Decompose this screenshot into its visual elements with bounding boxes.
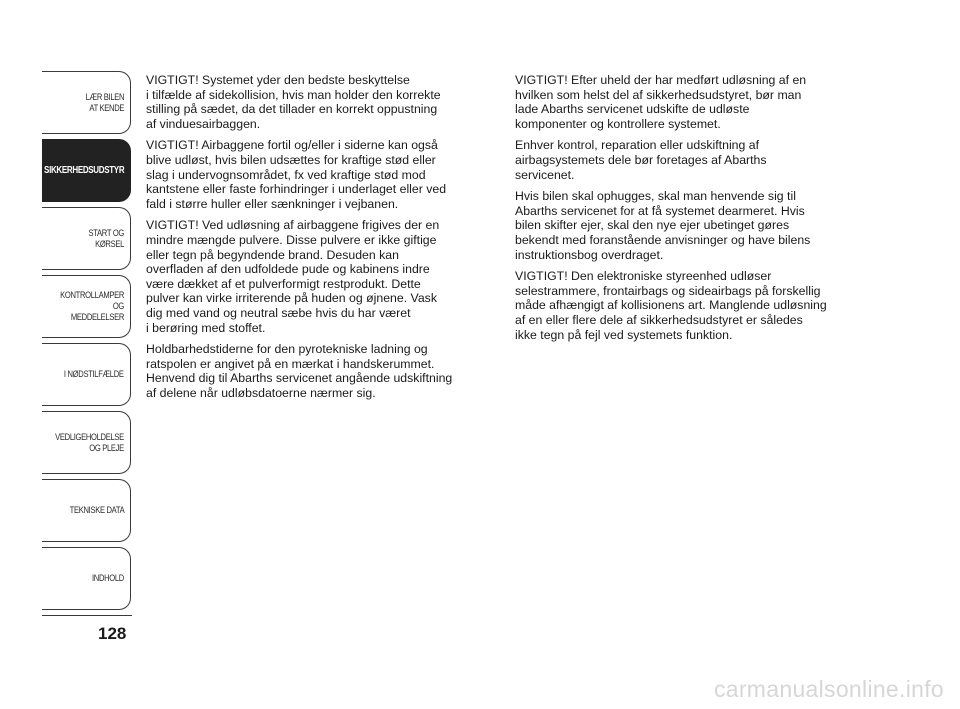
tab-i-nodstilfaelde[interactable] [42, 343, 131, 406]
tab-tekniske-data[interactable] [42, 479, 131, 542]
tab-label: KONTROLLAMPER OG MEDDELELSER [60, 290, 124, 323]
paragraph: VIGTIGT! Efter uheld der har medført udløsning af en hvilken som helst del af sikkerhedsudstyret, bør man lade Abarths servicenet udskifte de udløste komponenter og kontrollere systemet. [515, 73, 807, 131]
tab-label: VEDLIGEHOLDELSE OG PLEJE [55, 431, 124, 454]
paragraph: Holdbarhedstiderne for den pyrotekniske ladning og ratspolen er angivet på en mærkat i handskerummet. Henvend dig til Abarths servicenet angående udskiftning af delene når udløbsdatoerne nærmer sig. [146, 342, 453, 400]
tab-kontrollamper-og-meddelelser[interactable] [42, 275, 131, 338]
page-number: 128 [98, 624, 127, 643]
tab-indhold[interactable] [42, 547, 131, 610]
watermark: carmanualsonline.info [713, 676, 944, 702]
paragraph: VIGTIGT! Airbaggene fortil og/eller i siderne kan også blive udløst, hvis bilen udsættes for kraftige stød eller slag i undervognsområdet, fx ved kraftige stød mod kantstene eller faste forhindringer i underlaget eller ved fald i større huller eller sænkninger i vejbanen. [146, 138, 447, 211]
paragraph: VIGTIGT! Ved udløsning af airbaggene frigives der en mindre mængde pulvere. Disse pulvere er ikke giftige eller tegn på begyndende brand. Desuden kan overfladen af den udfoldede pude og kabinens indre være dækket af et pulverformigt restprodukt. Dette pulver kan virke irriterende på huden og øjnene. Vask dig med vand og neutral sæbe hvis du har været i berøring med stoffet. [146, 218, 440, 335]
tab-laer-bilen-at-kende[interactable] [42, 71, 131, 134]
paragraph: Enhver kontrol, reparation eller udskiftning af airbagsystemets dele bør foretages af Abarths servicenet. [515, 138, 767, 182]
tab-label: START OG KØRSEL [88, 227, 124, 250]
tab-label: TEKNISKE DATA [69, 505, 124, 516]
tab-vedligeholdelse-og-pleje[interactable] [42, 411, 131, 474]
right-text-column [515, 73, 865, 349]
tab-label: SIKKERHEDSUDSTYR [43, 165, 124, 176]
tab-label: LÆR BILEN AT KENDE [85, 91, 124, 114]
left-text-column [146, 73, 496, 407]
tab-start-og-korsel[interactable] [42, 207, 131, 270]
tab-label: INDHOLD [92, 573, 124, 584]
tab-sikkerhedsudstyr[interactable] [42, 139, 131, 202]
paragraph: VIGTIGT! Den elektroniske styreenhed udløser selestrammere, frontairbags og sideairbags på forskellig måde afhængigt af kollisionens art. Manglende udløsning af en eller flere dele af sikkerhedsudstyret er således ikke tegn på fejl ved systemets funktion. [515, 269, 827, 342]
tabs-divider [42, 615, 132, 616]
paragraph: VIGTIGT! Systemet yder den bedste beskyttelse i tilfælde af sidekollision, hvis man holder den korrekte stilling på sædet, da det tillader en korrekt oppustning af vinduesairbaggen. [146, 73, 441, 131]
paragraph: Hvis bilen skal ophugges, skal man henvende sig til Abarths servicenet for at få systemet dearmeret. Hvis bilen skifter ejer, skal den nye ejer ubetinget gøres bekendt med foranstående anvisninger og have bilens instruktionsbog overdraget. [515, 189, 811, 262]
tab-label: I NØDSTILFÆLDE [64, 369, 124, 380]
